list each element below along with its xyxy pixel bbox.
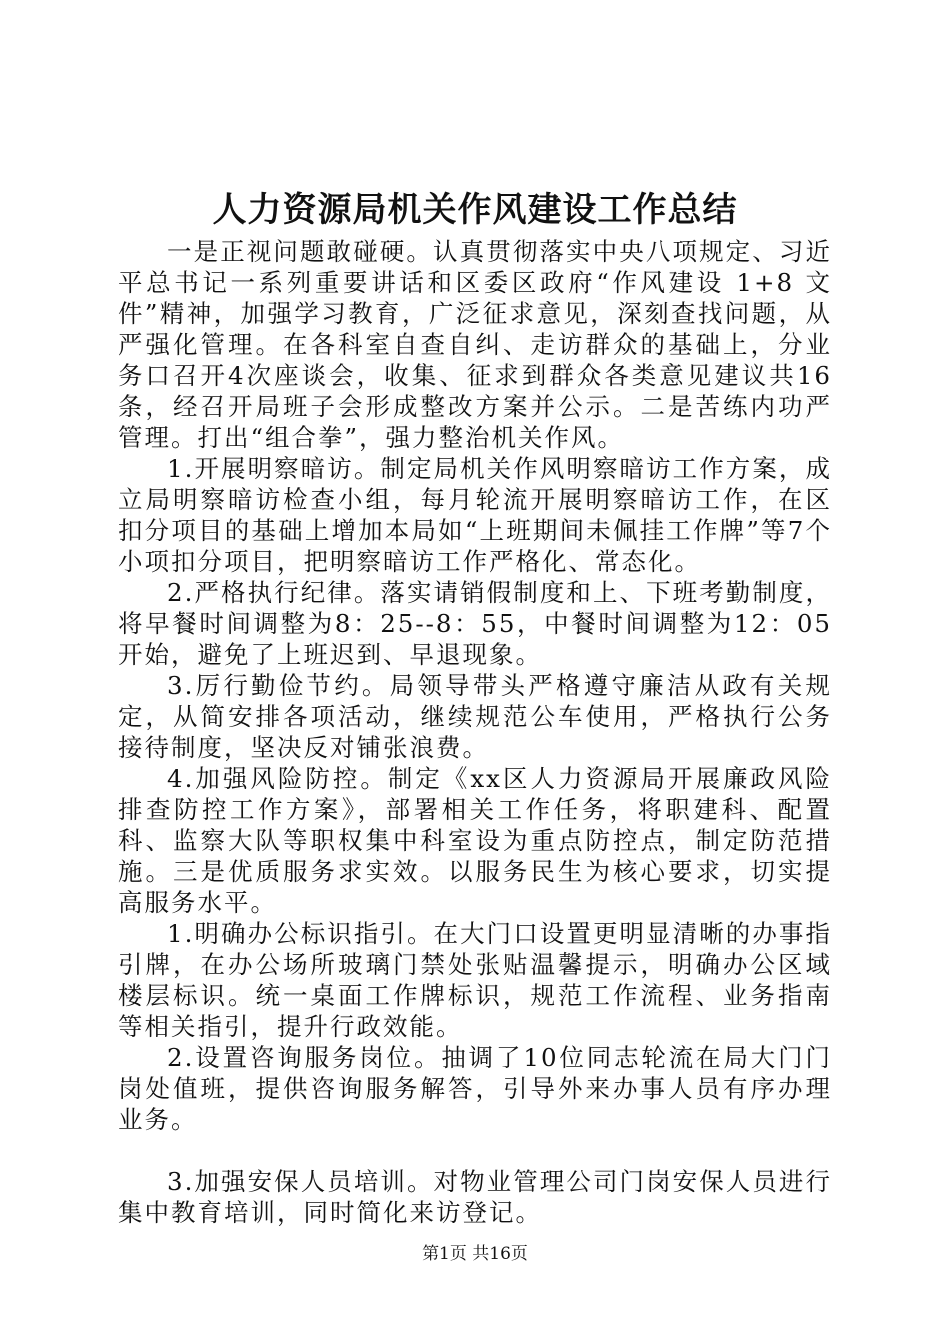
document-title: 人力资源局机关作风建设工作总结	[212, 190, 738, 230]
paragraph-4: 3.厉行勤俭节约。局领导带头严格遵守廉洁从政有关规定，从简安排各项活动，继续规范公车使用，严格执行公务接待制度，坚决反对铺张浪费。	[118, 671, 832, 762]
paragraph-6: 1.明确办公标识指引。在大门口设置更明显清晰的办事指引牌，在办公场所玻璃门禁处张贴温馨提示，明确办公区域楼层标识。统一桌面工作牌标识，规范工作流程、业务指南等相关指引，提升行政效能。	[118, 919, 832, 1041]
paragraph-2: 1.开展明察暗访。制定局机关作风明察暗访工作方案，成立局明察暗访检查小组，每月轮流开展明察暗访工作，在区扣分项目的基础上增加本局如“上班期间未佩挂工作牌”等7个小项扣分项目，把明察暗访工作严格化、常态化。	[118, 454, 832, 576]
paragraph-3: 2.严格执行纪律。落实请销假制度和上、下班考勤制度，将早餐时间调整为8：25--8：55，中餐时间调整为12：05开始，避免了上班迟到、早退现象。	[118, 578, 832, 669]
paragraph-8: 3.加强安保人员培训。对物业管理公司门岗安保人员进行集中教育培训，同时简化来访登记。	[118, 1167, 832, 1227]
paragraph-5: 4.加强风险防控。制定《xx区人力资源局开展廉政风险排查防控工作方案》，部署相关工作任务，将职建科、配置科、监察大队等职权集中科室设为重点防控点，制定防范措施。三是优质服务求实效。以服务民生为核心要求，切实提高服务水平。	[118, 764, 832, 917]
page-number-footer: 第1页 共16页	[422, 1244, 528, 1264]
paragraph-7: 2.设置咨询服务岗位。抽调了10位同志轮流在局大门门岗处值班，提供咨询服务解答，引导外来办事人员有序办理业务。	[118, 1043, 832, 1134]
document-body	[118, 236, 832, 1228]
paragraph-1: 一是正视问题敢碰硬。认真贯彻落实中央八项规定、习近平总书记一系列重要讲话和区委区政府“作风建设 1+8 文件”精神，加强学习教育，广泛征求意见，深刻查找问题，从严强化管理。在各科室自查自纠、走访群众的基础上，分业务口召开4次座谈会，收集、征求到群众各类意见建议共16条，经召开局班子会形成整改方案并公示。二是苦练内功严管理。打出“组合拳”，强力整治机关作风。	[118, 237, 832, 452]
